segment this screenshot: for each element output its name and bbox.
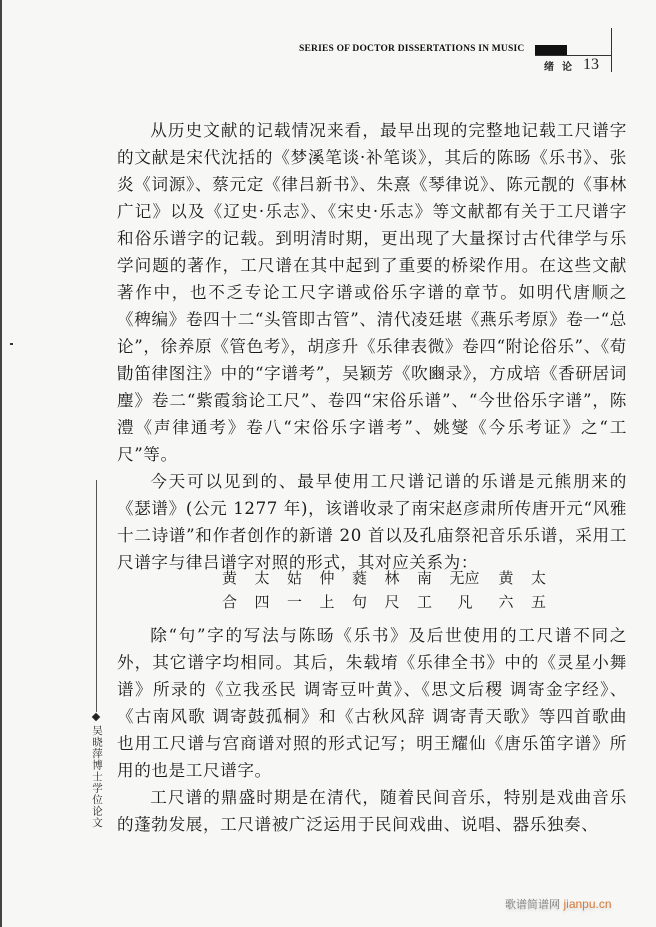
table-cell: 合 [222,593,238,611]
watermark-site-name: 歌谱简谱网 [505,898,560,911]
watermark-url: jianpu.cn [563,897,612,911]
table-cell: 蕤 [352,569,368,587]
table-cell: 太 [531,569,547,587]
table-cell: 五 [531,593,547,611]
table-cell: 南 [417,569,433,587]
gongche-row [222,590,564,614]
body-text-top [117,117,627,576]
paragraph: 今天可以见到的、最早使用工尺谱记谱的乐谱是元熊朋来的《瑟谱》(公元 1277 年)，该谱收录了南宋赵彦肃所传唐开元“风雅十二诗谱”和作者创作的新谱 20 首以及孔庙祭祀音乐乐谱，采用工尺谱字与律吕谱字对照的形式，其对应关系为： [117,472,627,572]
page-left-edge [0,0,2,927]
body-text-bottom [117,622,627,838]
diamond-bullet-icon [92,713,100,721]
table-cell: 上 [319,593,335,611]
margin-vertical-label: 吴晓萍博士学位论文 [91,725,103,829]
table-cell: 一 [287,593,303,611]
table-cell: 姑 [287,569,303,587]
table-cell: 句 [352,593,368,611]
paragraph: 除“句”字的写法与陈旸《乐书》及后世使用的工尺谱不同之外，其它谱字均相同。其后，朱载堉《乐律全书》中的《灵星小舞谱》所录的《立我丞民 调寄豆叶黄》、《思文后稷 调寄金字经》、《古南风歌 调寄鼓孤桐》和《古秋风辞 调寄青天歌》等四首歌曲也用工尺谱与宫商谱对照的形式记写；明王耀仙《唐乐笛字谱》所用的也是工尺谱字。 [117,626,627,780]
table-cell: 凡 [457,593,473,611]
series-title: SERIES OF DOCTOR DISSERTATIONS IN MUSIC [299,44,525,54]
paragraph: 工尺谱的鼎盛时期是在清代，随着民间音乐，特别是戏曲音乐的蓬勃发展，工尺谱被广泛运用于民间戏曲、说唱、器乐独奏、 [117,788,627,834]
page-number: 13 [583,56,599,73]
header-vertical-rule [611,28,612,72]
table-cell: 太 [254,569,270,587]
watermark [505,896,612,912]
lvlv-row [222,566,564,590]
header-rule [535,55,612,56]
table-cell: 工 [417,593,433,611]
chapter-title: 绪论 [544,62,580,73]
table-cell: 仲 [319,569,335,587]
margin-vertical-rule [96,480,97,712]
table-cell: 黄 [498,569,514,587]
correspondence-table [222,566,564,614]
scan-speck [10,343,13,345]
paragraph: 从历史文献的记载情况来看，最早出现的完整地记载工尺谱字的文献是宋代沈括的《梦溪笔谈·补笔谈》，其后的陈旸《乐书》、张炎《词源》、蔡元定《律吕新书》、朱熹《琴律说》、陈元靓的《事林广记》以及《辽史·乐志》、《宋史·乐志》等文献都有关于工尺谱字和俗乐谱字的记载。到明清时期，更出现了大量探讨古代律学与乐学问题的著作，工尺谱在其中起到了重要的桥梁作用。在这些文献著作中，也不乏专论工尺字谱或俗乐字谱的章节。如明代唐顺之《稗编》卷四十二“头管即古管”、清代凌廷堪《燕乐考原》卷一“总论”，徐养原《管色考》，胡彦升《乐律表微》卷四“附论俗乐”、《荀勖笛律图注》中的“字谱考”，吴颖芳《吹豳录》，方成培《香研居词麈》卷二“紫霞翁论工尺”、卷四“宋俗乐谱”、“今世俗乐字谱”，陈澧《声律通考》卷八“宋俗乐字谱考”、姚燮《今乐考证》之“工尺”等。 [117,121,627,464]
table-cell: 黄 [222,569,238,587]
table-cell: 无应 [449,569,480,587]
table-cell: 四 [254,593,270,611]
table-cell: 林 [384,569,400,587]
table-cell: 六 [498,593,514,611]
table-cell: 尺 [384,593,400,611]
